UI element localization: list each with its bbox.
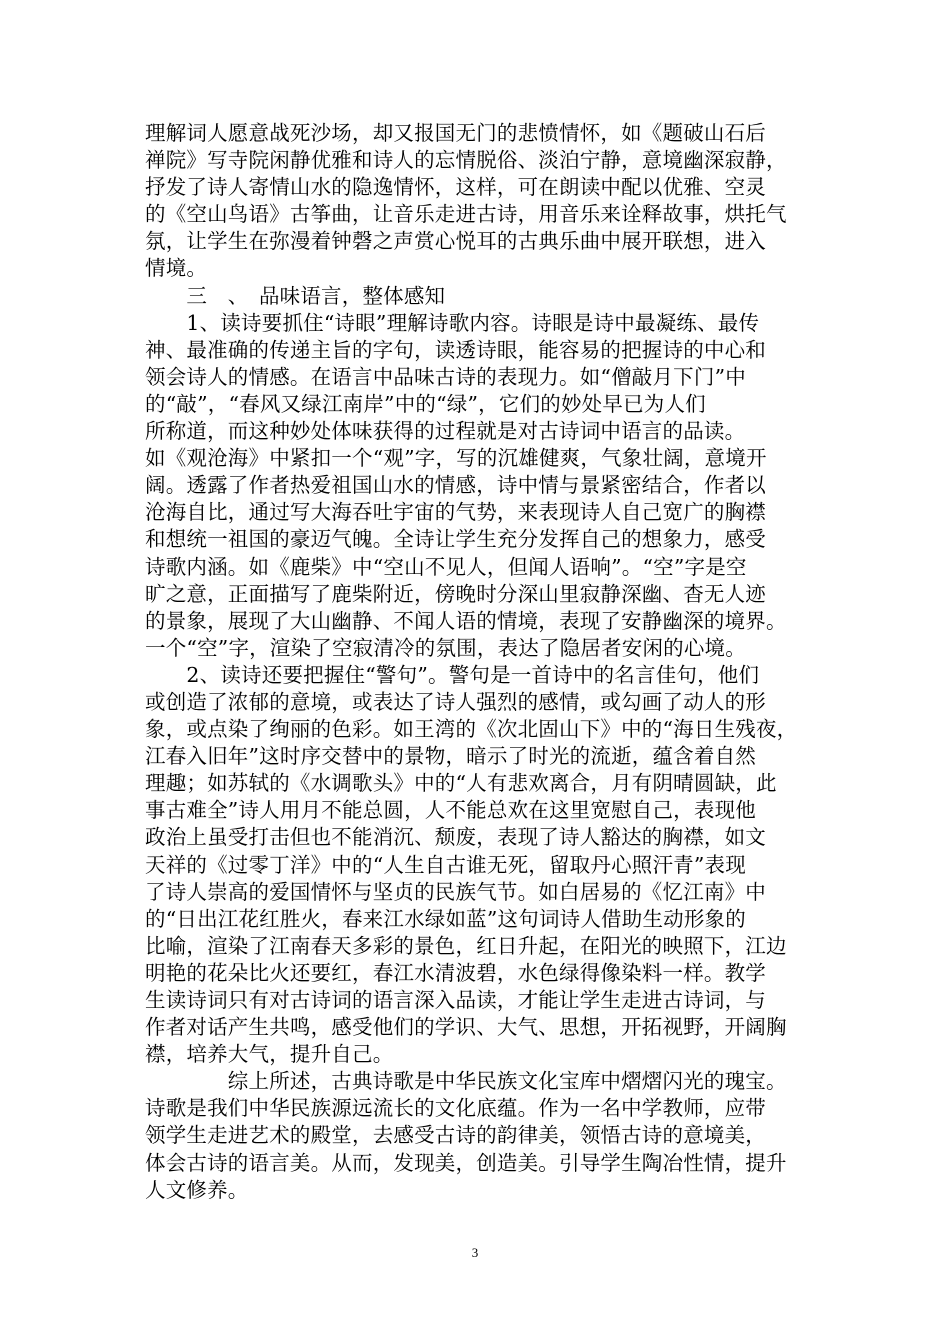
text-line: 作者对话产生共鸣，感受他们的学识、大气、思想，开拓视野，开阔胸 xyxy=(145,1015,787,1040)
text-line: 人文修养。 xyxy=(145,1177,249,1202)
text-line: 的“日出江花红胜火，春来江水绿如蓝”这句词诗人借助生动形象的 xyxy=(145,906,746,931)
text-line: 理解词人愿意战死沙场，却又报国无门的悲愤情怀，如《题破山石后 xyxy=(145,121,766,145)
text-line: 沧海自比，通过写大海吞吐宇宙的气势，来表现诗人自己宽广的胸襟 xyxy=(145,500,766,525)
text-line: 领学生走进艺术的殿堂，去感受古诗的韵律美，领悟古诗的意境美， xyxy=(145,1123,766,1148)
text-line: 禅院》写寺院闲静优雅和诗人的忘情脱俗、淡泊宁静，意境幽深寂静， xyxy=(145,148,787,173)
text-line: 的“敲”，“春风又绿江南岸”中的“绿”，它们的妙处早已为人们 xyxy=(145,391,706,416)
text-line: 2、读诗还要把握住“警句”。警句是一首诗中的名言佳句，他们 xyxy=(145,662,760,687)
text-line: 襟，培养大气，提升自己。 xyxy=(145,1042,394,1067)
text-line: 政治上虽受打击但也不能消沉、颓废，表现了诗人豁达的胸襟，如文 xyxy=(145,825,766,850)
text-line: 理趣；如苏轼的《水调歌头》中的“人有悲欢离合，月有阴晴圆缺，此 xyxy=(145,771,777,796)
text-line: 诗歌内涵。如《鹿柴》中“空山不见人，但闻人语响”。“空”字是空 xyxy=(145,554,747,579)
text-line: 生读诗词只有对古诗词的语言深入品读，才能让学生走进古诗词，与 xyxy=(145,988,766,1012)
text-line: 或创造了浓郁的意境，或表达了诗人强烈的感情，或勾画了动人的形 xyxy=(145,689,766,714)
body-text xyxy=(145,120,815,1204)
text-line: 旷之意，正面描写了鹿柴附近，傍晚时分深山里寂静深幽、杳无人迹 xyxy=(145,581,766,606)
text-line: 比喻，渲染了江南春天多彩的景色，红日升起，在阳光的映照下，江边 xyxy=(145,933,787,958)
text-line: 诗歌是我们中华民族源远流长的文化底蕴。作为一名中学教师，应带 xyxy=(145,1096,766,1121)
text-line: 明艳的花朵比火还要红，春江水清波碧，水色绿得像染料一样。教学 xyxy=(145,960,766,985)
text-line: 的《空山鸟语》古筝曲，让音乐走进古诗，用音乐来诠释故事，烘托气 xyxy=(145,202,787,227)
text-line: 了诗人崇高的爱国情怀与坚贞的民族气节。如白居易的《忆江南》中 xyxy=(145,879,766,904)
text-line: 如《观沧海》中紧扣一个“观”字，写的沉雄健爽，气象壮阔，意境开 xyxy=(145,446,767,471)
page-number: 3 xyxy=(471,1245,479,1260)
text-line: 情境。 xyxy=(145,256,208,281)
text-line: 领会诗人的情感。在语言中品味古诗的表现力。如“僧敲月下门”中 xyxy=(145,364,746,389)
text-line: 天祥的《过零丁洋》中的“人生自古谁无死，留取丹心照汗青”表现 xyxy=(145,852,746,877)
text-line: 三 、 品味语言，整体感知 xyxy=(145,283,446,308)
text-line: 体会古诗的语言美。从而，发现美，创造美。引导学生陶冶性情，提升 xyxy=(145,1150,787,1175)
text-line: 和想统一祖国的豪迈气魄。全诗让学生充分发挥自己的想象力，感受 xyxy=(145,527,766,552)
text-line: 神、最准确的传递主旨的字句，读透诗眼，能容易的把握诗的中心和 xyxy=(145,337,766,362)
text-line: 事古难全”诗人用月不能总圆，人不能总欢在这里宽慰自己，表现他 xyxy=(145,798,756,823)
text-line: 一个“空”字，渲染了空寂清冷的氛围，表达了隐居者安闲的心境。 xyxy=(145,635,746,660)
text-line: 江春入旧年”这时序交替中的景物，暗示了时光的流逝，蕴含着自然 xyxy=(145,744,756,769)
text-line: 象，或点染了绚丽的色彩。如王湾的《次北固山下》中的“海日生残夜， xyxy=(145,717,798,742)
text-line: 阔。透露了作者热爱祖国山水的情感，诗中情与景紧密结合，作者以 xyxy=(145,473,766,498)
text-line: 1、读诗要抓住“诗眼”理解诗歌内容。诗眼是诗中最凝练、最传 xyxy=(145,310,760,335)
text-line: 所称道，而这种妙处体味获得的过程就是对古诗词中语言的品读。 xyxy=(145,419,746,444)
text-line: 综上所述，古典诗歌是中华民族文化宝库中熠熠闪光的瑰宝。 xyxy=(145,1069,787,1094)
text-line: 的景象，展现了大山幽静、不闻人语的情境，表现了安静幽深的境界。 xyxy=(145,608,787,633)
text-line: 氛，让学生在弥漫着钟磬之声赏心悦耳的古典乐曲中展开联想，进入 xyxy=(145,229,766,254)
text-line: 抒发了诗人寄情山水的隐逸情怀，这样，可在朗读中配以优雅、空灵 xyxy=(145,175,766,200)
